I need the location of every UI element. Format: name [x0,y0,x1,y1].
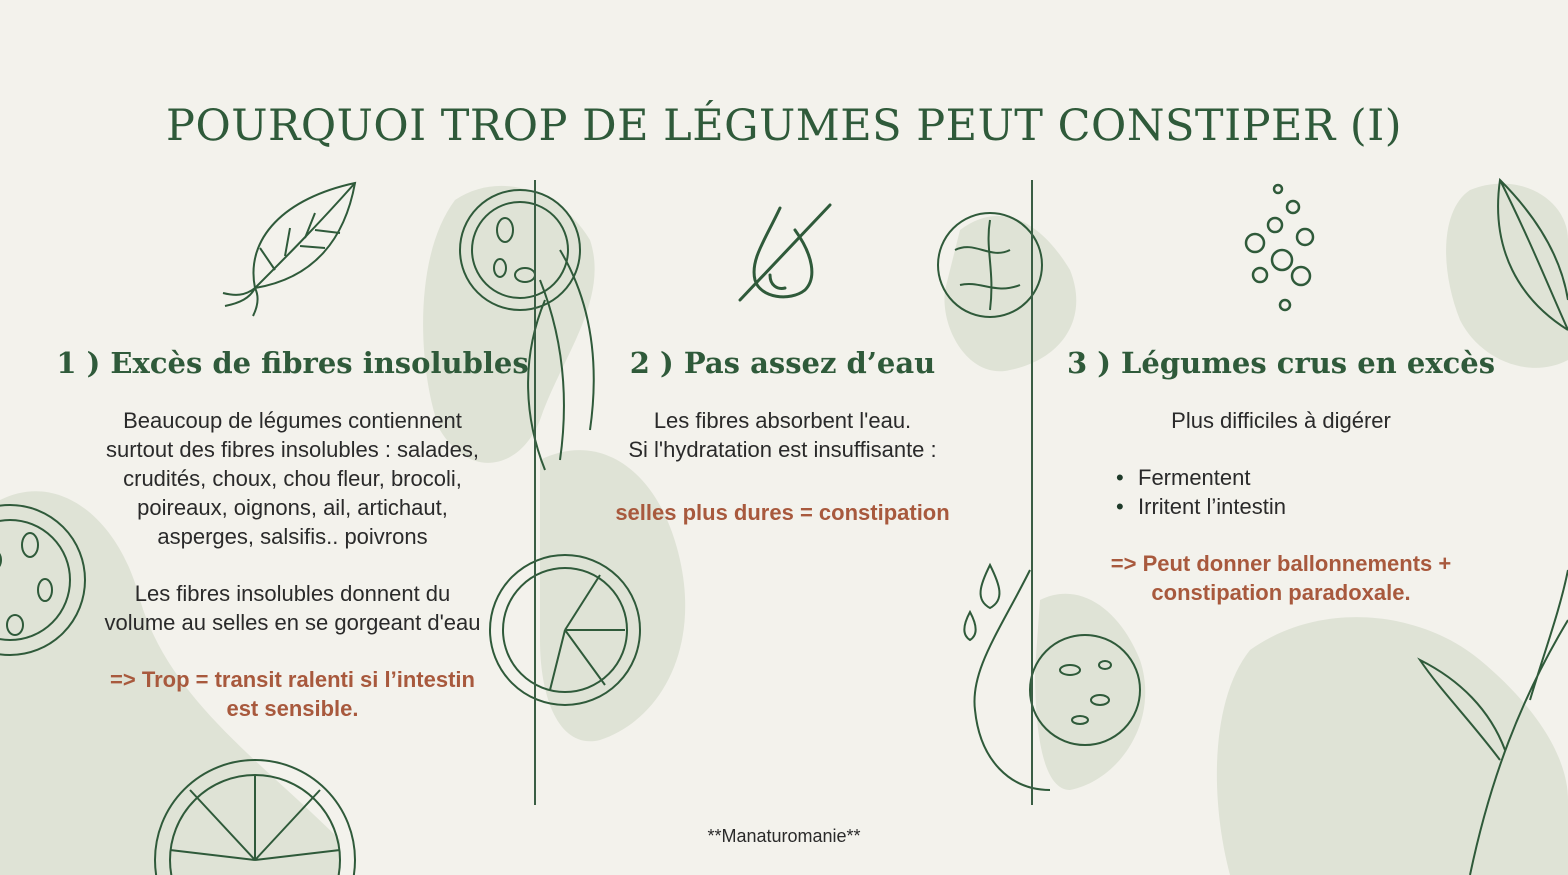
column-1-text-line: crudités, choux, chou fleur, brocoli, [123,466,462,491]
column-2-highlight: selles plus dures = constipation [615,500,950,525]
page-title: POURQUOI TROP DE LÉGUMES PEUT CONSTIPER (I) [166,100,1402,151]
column-1-heading: 1 ) Excès de fibres insolubles [56,346,529,380]
column-3-highlight: => Peut donner ballonnements + [1110,551,1452,576]
no-water-drop-icon [735,200,835,310]
column-1 [50,340,535,723]
column-2 [560,340,1005,527]
list-item: • Irritent l’intestin [1112,492,1512,521]
water-drop-tiny [964,612,975,640]
column-3-text-line: Plus difficiles à digérer [1171,408,1391,433]
blob-shape [1035,594,1145,790]
column-2-heading: 2 ) Pas assez d’eau [629,346,936,380]
column-3-bullet-list [1112,463,1512,521]
column-3-highlight: constipation paradoxale. [1151,580,1411,605]
list-item: • Fermentent [1112,463,1512,492]
column-1-text-line: poireaux, oignons, ail, artichaut, [137,495,448,520]
column-1-text-line: volume au selles en se gorgeant d'eau [104,610,481,635]
column-2-text-line: Les fibres absorbent l'eau. [653,408,912,433]
signature: **Manaturomanie** [707,826,861,846]
column-1-highlight: est sensible. [226,696,359,721]
water-drop-small [981,565,1000,608]
column-divider [1031,180,1033,805]
column-1-text-line: Les fibres insolubles donnent du [134,581,451,606]
column-2-text-line: Si l'hydratation est insuffisante : [628,437,937,462]
column-1-text-line: surtout des fibres insolubles : salades, [106,437,479,462]
leaf-icon [215,178,375,318]
column-3 [1050,340,1512,607]
bubbles-icon [1235,180,1325,320]
column-3-heading: 3 ) Légumes crus en excès [1066,346,1496,380]
column-1-text-line: Beaucoup de légumes contiennent [123,408,462,433]
column-1-highlight: => Trop = transit ralenti si l’intestin [110,667,475,692]
column-1-text-line: asperges, salsifis.. poivrons [157,524,428,549]
